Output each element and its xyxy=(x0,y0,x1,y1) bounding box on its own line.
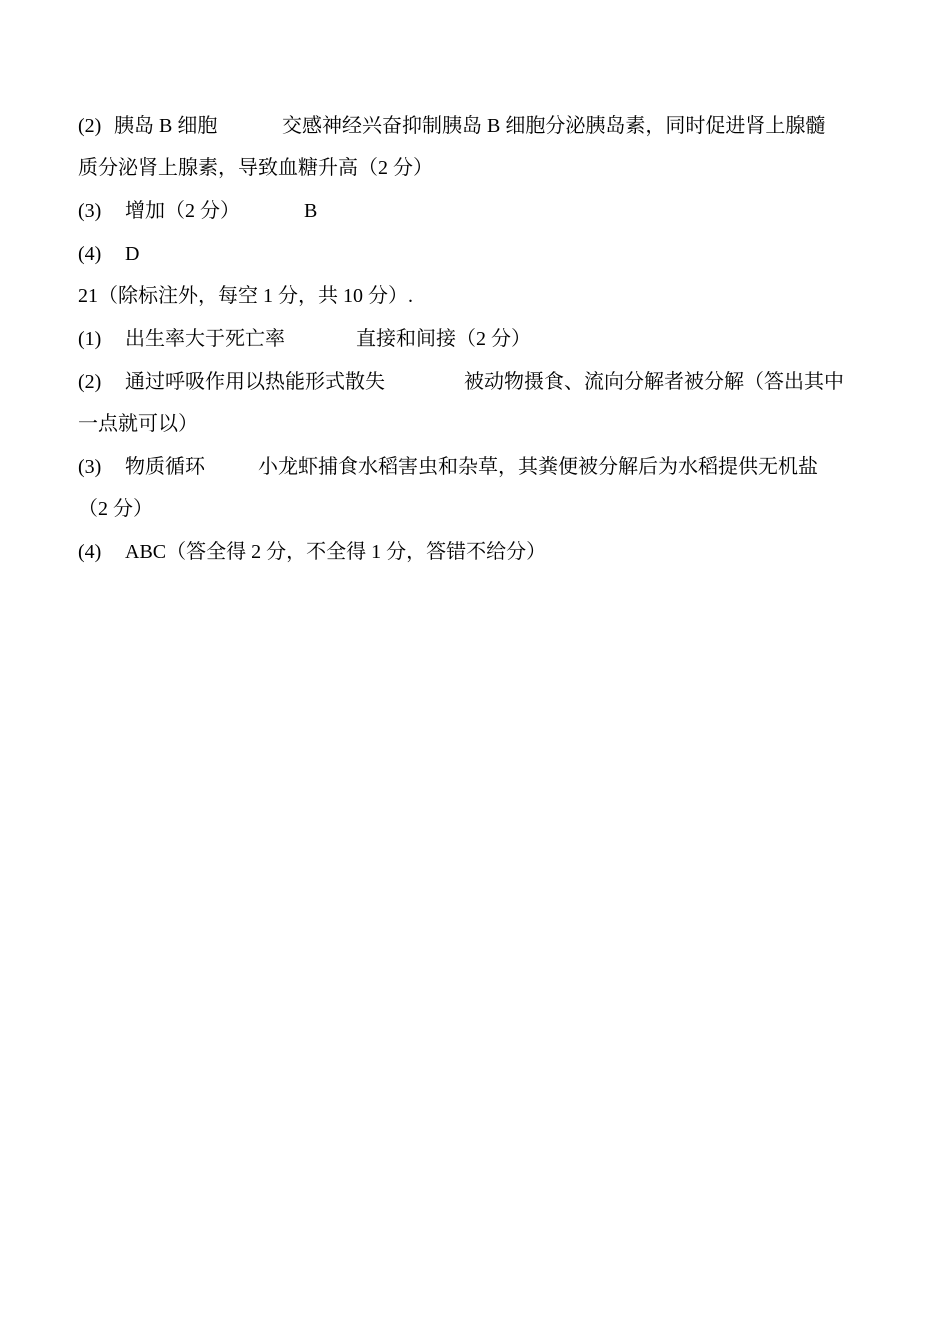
q20-part2-answer-b-cont: 质分泌肾上腺素，导致血糖升高（2 分） xyxy=(78,157,433,179)
q21-part3-answer-a: 物质循环 xyxy=(125,456,205,478)
q20-part4-label: (4) xyxy=(78,243,102,265)
q20-part2-answer-b: 交感神经兴奋抑制胰岛 B 细胞分泌胰岛素，同时促进肾上腺髓 xyxy=(282,115,826,137)
q21-part1-answer-a: 出生率大于死亡率 xyxy=(125,328,285,350)
q21-part2-answer-b: 被动物摄食、流向分解者被分解（答出其中 xyxy=(464,371,844,393)
q21-part3-answer-b: 小龙虾捕食水稻害虫和杂草，其粪便被分解后为水稻提供无机盐 xyxy=(258,456,818,478)
q21-part1-answer-b: 直接和间接（2 分） xyxy=(356,328,531,350)
q21-part2-answer-a: 通过呼吸作用以热能形式散失 xyxy=(125,371,385,393)
q21-part2-answer-b-cont: 一点就可以） xyxy=(78,413,198,435)
q20-part4-answer-a: D xyxy=(125,243,140,265)
q21-part4-answer-a: ABC（答全得 2 分，不全得 1 分，答错不给分） xyxy=(125,541,547,563)
q20-part3-label: (3) xyxy=(78,200,102,222)
q20-part3-answer-a: 增加（2 分） xyxy=(125,200,240,222)
q21-part3-label: (3) xyxy=(78,456,102,478)
q21-header-text: 21（除标注外，每空 1 分，共 10 分）. xyxy=(78,285,413,307)
q21-part4-label: (4) xyxy=(78,541,102,563)
q21-part1-label: (1) xyxy=(78,328,102,350)
q20-part3-answer-b: B xyxy=(304,200,318,222)
q20-part2-answer-a: 胰岛 B 细胞 xyxy=(114,115,218,137)
q21-part2-label: (2) xyxy=(78,371,102,393)
q21-part3-answer-b-cont: （2 分） xyxy=(78,498,153,520)
q20-part2-label: (2) xyxy=(78,115,102,137)
